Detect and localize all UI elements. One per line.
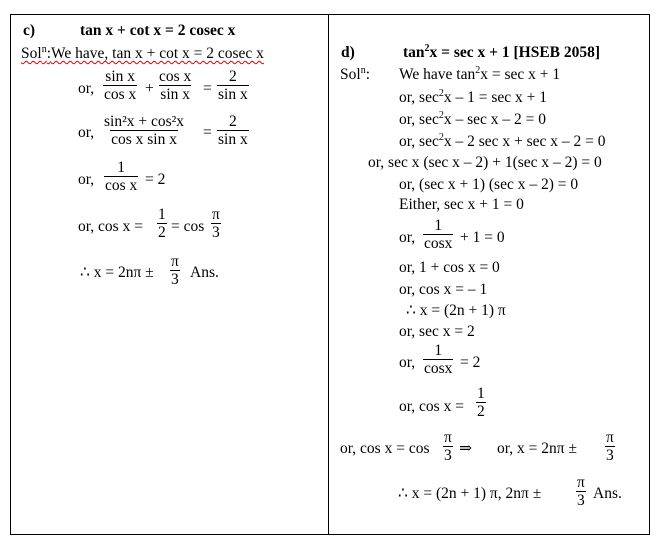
c-label: c) xyxy=(23,22,36,39)
c-ans: Ans. xyxy=(190,264,219,281)
d-ans: Ans. xyxy=(593,485,622,502)
c-frac-2-sinx: 2 sin x xyxy=(218,68,248,103)
d-line-1: We have $\tan^2x = \sec x + 1$ xyxy=(399,65,561,83)
d-line-4: or, $\sec^2x - 2$ sec x + sec x – 2 = 0 xyxy=(399,132,606,150)
d-line-7: Either, sec x + 1 = 0 xyxy=(399,196,524,213)
c-frac-sinx-cosx: sin x cos x xyxy=(104,68,137,103)
d-frac-pi-3-c: π 3 xyxy=(577,474,585,509)
c-frac-pi-3: π 3 xyxy=(212,206,220,241)
c-frac-pi-3-b: π 3 xyxy=(171,253,179,288)
d-line-11: ∴ x = (2n + 1) π xyxy=(406,302,506,319)
c-frac-1-2: 1 2 xyxy=(158,206,166,241)
c-title: tan x + cot x = 2 cosec x xyxy=(80,22,236,39)
d-line-9: or, 1 + cos x = 0 xyxy=(399,259,500,276)
d-line-2: or, $\sec^2x - 1 = \sec x + 1$ xyxy=(399,88,547,106)
d-sol: Sol$^n$: xyxy=(340,65,370,83)
d-cosx-eq: or, cos x = xyxy=(399,398,464,415)
d-or-8: or, xyxy=(399,229,416,246)
c-frac-2-sinx-b: 2 sin x xyxy=(218,113,248,148)
d-line-5: or, sec x (sec x – 2) + 1(sec x – 2) = 0 xyxy=(368,154,602,171)
d-line-15b: or, x = 2nπ ± xyxy=(497,440,577,457)
d-title: $\tan^2x = \sec x + 1$ [HSEB 2058] xyxy=(403,43,601,61)
d-frac-pi-3-b: π 3 xyxy=(606,429,614,464)
d-line-15a: or, cos x = cos xyxy=(340,440,430,457)
d-or-13: or, xyxy=(399,354,416,371)
d-label: d) xyxy=(341,44,355,61)
c-therefore: ∴ x = 2nπ ± xyxy=(80,264,154,281)
d-line-10: or, cos x = – 1 xyxy=(399,281,488,298)
c-plus: + xyxy=(145,80,154,97)
d-line-12: or, sec x = 2 xyxy=(399,323,475,340)
c-frac-1-cosx: 1 cos x xyxy=(105,159,138,194)
d-implies: ⇒ xyxy=(459,440,472,457)
c-solution-line: Sol$^n$:We have, tan x + cot x = 2 cosec x xyxy=(21,44,264,62)
d-line-6: or, (sec x + 1) (sec x – 2) = 0 xyxy=(399,176,579,193)
d-frac-1-cosx-b: 1 cosx xyxy=(424,342,453,377)
c-eq-cos: = cos xyxy=(171,218,205,235)
c-eq-2: = xyxy=(203,124,212,141)
d-line-16: ∴ x = (2n + 1) π, 2nπ ± xyxy=(398,485,542,502)
d-line-3: or, $\sec^2x - \sec x - 2 = 0$ xyxy=(399,110,547,128)
d-plus1eq0: + 1 = 0 xyxy=(460,229,505,246)
c-cosx-eq: or, cos x = xyxy=(78,218,143,235)
d-frac-1-2: 1 2 xyxy=(477,385,485,420)
c-eq-3: = 2 xyxy=(145,171,166,188)
c-or-3: or, xyxy=(78,171,95,188)
c-or-2: or, xyxy=(78,124,95,141)
d-eq2: = 2 xyxy=(460,354,481,371)
column-divider xyxy=(328,14,329,535)
c-frac-sin2cos2: sin²x + cos²x cos x sin x xyxy=(104,113,185,148)
d-frac-1-cosx: 1 cosx xyxy=(424,217,453,252)
d-frac-pi-3: π 3 xyxy=(444,429,452,464)
c-or-1: or, xyxy=(78,80,95,97)
c-frac-cosx-sinx: cos x sin x xyxy=(159,68,192,103)
c-eq-1: = xyxy=(203,80,212,97)
